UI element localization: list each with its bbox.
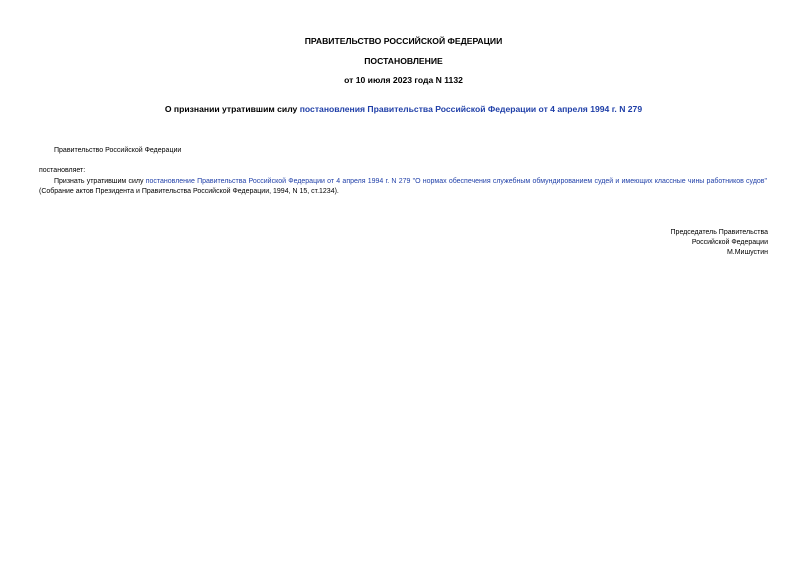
issuer-text: Правительство Российской Федерации bbox=[54, 147, 182, 154]
resolves-text: постановляет: bbox=[39, 167, 86, 174]
paragraph-prefix: Признать утратившим силу bbox=[54, 178, 146, 185]
paragraph-suffix: (Собрание актов Президента и Правительства Российской Федерации, 1994, N 15, ст.1234). bbox=[39, 188, 339, 195]
resolution-reference-link[interactable]: постановление Правительства Российской Федерации от 4 апреля 1994 г. N 279 "О нормах обеспечения служебным обмундированием судей и имеющих классные чины работников судов" bbox=[145, 178, 768, 185]
signature-organization: Российской Федерации bbox=[691, 239, 768, 246]
title-prefix: О признании утратившим силу bbox=[164, 104, 300, 114]
document-type: ПОСТАНОВЛЕНИЕ bbox=[364, 56, 443, 66]
title-reference-link[interactable]: постановления Правительства Российской Федерации от 4 апреля 1994 г. N 279 bbox=[299, 104, 643, 114]
document-title bbox=[0, 104, 807, 115]
resolution-paragraph bbox=[39, 177, 767, 197]
document-date-number: от 10 июля 2023 года N 1132 bbox=[344, 75, 463, 85]
document-authority: ПРАВИТЕЛЬСТВО РОССИЙСКОЙ ФЕДЕРАЦИИ bbox=[304, 36, 503, 46]
signature-position: Председатель Правительства bbox=[670, 229, 768, 236]
signature-name: М.Мишустин bbox=[726, 249, 768, 256]
